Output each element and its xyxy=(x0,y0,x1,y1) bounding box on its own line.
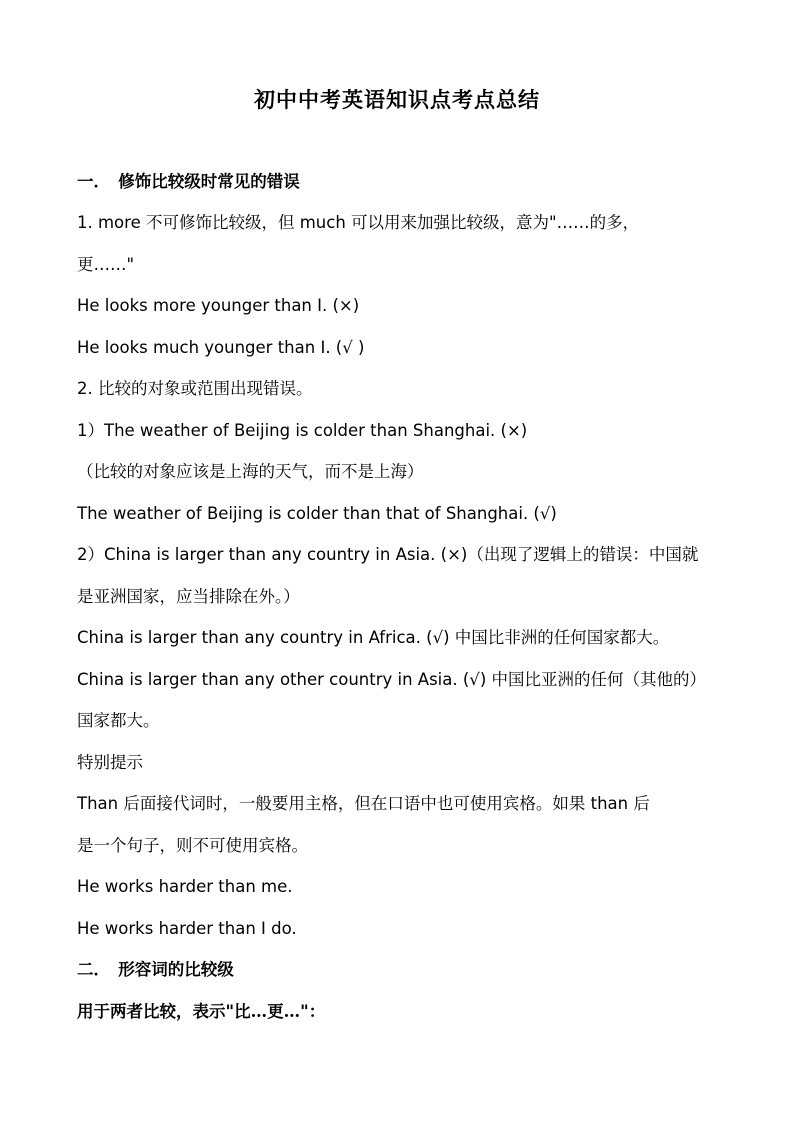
example-sentence: China is larger than any other country in Asia. (√) 中国比亚洲的任何（其他的） xyxy=(77,670,706,689)
paragraph-line: Than 后面接代词时，一般要用主格，但在口语中也可使用宾格。如果 than 后 xyxy=(77,794,650,813)
note-line: （比较的对象应该是上海的天气，而不是上海） xyxy=(77,462,424,481)
note-line: 是亚洲国家，应当排除在外。） xyxy=(77,587,300,606)
page-title: 初中中考英语知识点考点总结 xyxy=(254,87,540,112)
example-sentence: The weather of Beijing is colder than that of Shanghai. (√) xyxy=(77,504,557,523)
example-sentence: He looks more younger than I. (×) xyxy=(77,296,360,315)
example-sentence: 1）The weather of Beijing is colder than Shanghai. (×) xyxy=(77,421,528,440)
note-line: 国家都大。 xyxy=(77,711,160,730)
paragraph-line: 1. more 不可修饰比较级，但 much 可以用来加强比较级，意为"……的多， xyxy=(77,213,640,232)
paragraph-line: 用于两者比较，表示"比…更…"： xyxy=(77,1002,326,1021)
example-sentence: He works harder than me. xyxy=(77,877,293,896)
paragraph-line: 是一个句子，则不可使用宾格。 xyxy=(77,836,308,855)
example-sentence: He looks much younger than I. (√ ) xyxy=(77,338,365,357)
example-sentence: 2）China is larger than any country in Asia. (×)（出现了逻辑上的错误：中国就 xyxy=(77,545,699,564)
example-sentence: China is larger than any country in Africa. (√) 中国比非洲的任何国家都大。 xyxy=(77,628,670,647)
section-heading-2: 二． 形容词的比较级 xyxy=(77,960,234,979)
example-sentence: He works harder than I do. xyxy=(77,919,297,938)
paragraph-line: 2. 比较的对象或范围出现错误。 xyxy=(77,379,313,398)
tip-heading: 特别提示 xyxy=(77,753,143,772)
section-heading-1: 一． 修饰比较级时常见的错误 xyxy=(77,172,300,191)
paragraph-line: 更……" xyxy=(77,255,135,274)
